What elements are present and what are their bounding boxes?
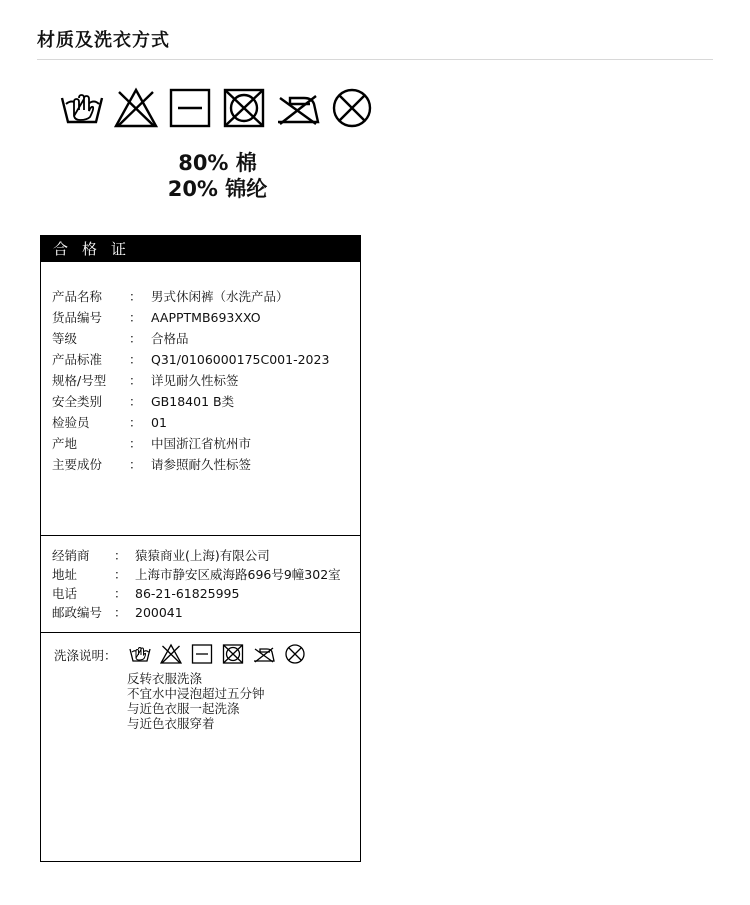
care-symbols-large	[60, 86, 384, 130]
contact-row	[52, 585, 240, 603]
wash-note: 反转衣服洗涤	[127, 671, 203, 686]
detail-label: 主要成份	[52, 457, 103, 472]
detail-value: 中国浙江省杭州市	[151, 436, 252, 451]
hand-wash-icon	[60, 86, 104, 130]
contact-row	[52, 604, 183, 622]
dry-flat-icon	[168, 86, 212, 130]
detail-value: 详见耐久性标签	[151, 373, 239, 388]
wash-note: 与近色衣服一起洗涤	[127, 701, 240, 716]
detail-label: 产品标准	[52, 352, 103, 367]
contact-separator: ：	[114, 586, 127, 601]
detail-separator: ：	[129, 436, 142, 451]
product-details	[41, 262, 360, 536]
detail-label: 产品名称	[52, 289, 103, 304]
detail-label: 安全类别	[52, 394, 103, 409]
composition-line: 80% 棉	[178, 151, 257, 175]
detail-label: 规格/号型	[52, 373, 107, 388]
detail-row	[52, 456, 252, 474]
detail-separator: ：	[129, 394, 142, 409]
title-divider	[37, 59, 713, 60]
detail-separator: ：	[129, 373, 142, 388]
no-bleach-icon	[114, 86, 158, 130]
wash-note: 与近色衣服穿着	[127, 716, 215, 731]
detail-row	[52, 351, 330, 369]
detail-value: 01	[151, 415, 167, 430]
detail-label: 等级	[52, 331, 78, 346]
wash-label: 洗涤说明：	[54, 648, 117, 663]
contact-separator: ：	[114, 605, 127, 620]
detail-label: 产地	[52, 436, 78, 451]
detail-row	[52, 414, 167, 432]
detail-separator: ：	[129, 310, 142, 325]
dry-flat-icon	[191, 643, 213, 665]
detail-row	[52, 393, 235, 411]
detail-row	[52, 309, 261, 327]
section-title: 材质及洗衣方式	[37, 30, 170, 51]
detail-row	[52, 435, 252, 453]
detail-separator: ：	[129, 457, 142, 472]
contact-separator: ：	[114, 548, 127, 563]
wash-notes	[127, 671, 265, 731]
no-bleach-icon	[160, 643, 182, 665]
hand-wash-icon	[129, 643, 151, 665]
no-tumble-dry-icon	[222, 643, 244, 665]
detail-value: AAPPTMB693XXO	[151, 310, 261, 325]
no-tumble-dry-icon	[222, 86, 266, 130]
wash-note: 不宜水中浸泡超过五分钟	[127, 686, 265, 701]
detail-value: GB18401 B类	[151, 394, 235, 409]
contact-label: 经销商	[52, 548, 90, 563]
contact-value: 200041	[135, 605, 183, 620]
no-dry-clean-icon	[330, 86, 374, 130]
detail-row	[52, 330, 189, 348]
certificate-header: 合格证	[41, 236, 360, 262]
detail-separator: ：	[129, 331, 142, 346]
contact-row	[52, 547, 270, 565]
no-dry-clean-icon	[284, 643, 306, 665]
detail-label: 货品编号	[52, 310, 103, 325]
detail-value: 合格品	[151, 331, 189, 346]
fabric-composition	[150, 150, 285, 202]
detail-separator: ：	[129, 415, 142, 430]
contact-label: 邮政编号	[52, 605, 103, 620]
contact-label: 电话	[52, 586, 78, 601]
detail-row	[52, 288, 289, 306]
composition-line: 20% 锦纶	[167, 177, 268, 201]
care-symbols-small	[129, 643, 315, 665]
contact-value: 猿猿商业(上海)有限公司	[135, 548, 270, 563]
detail-separator: ：	[129, 289, 142, 304]
detail-label: 检验员	[52, 415, 90, 430]
detail-value: 请参照耐久性标签	[151, 457, 252, 472]
detail-separator: ：	[129, 352, 142, 367]
detail-row	[52, 372, 239, 390]
detail-value: Q31/0106000175C001-2023	[151, 352, 330, 367]
contact-value: 86-21-61825995	[135, 586, 240, 601]
contact-value: 上海市静安区威海路696号9幢302室	[135, 567, 341, 582]
contact-separator: ：	[114, 567, 127, 582]
detail-value: 男式休闲裤（水洗产品）	[151, 289, 289, 304]
no-iron-icon	[276, 86, 320, 130]
distributor-details	[41, 536, 360, 633]
certificate-label	[40, 235, 361, 862]
wash-instructions	[41, 633, 360, 861]
contact-label: 地址	[52, 567, 78, 582]
no-iron-icon	[253, 643, 275, 665]
contact-row	[52, 566, 341, 584]
